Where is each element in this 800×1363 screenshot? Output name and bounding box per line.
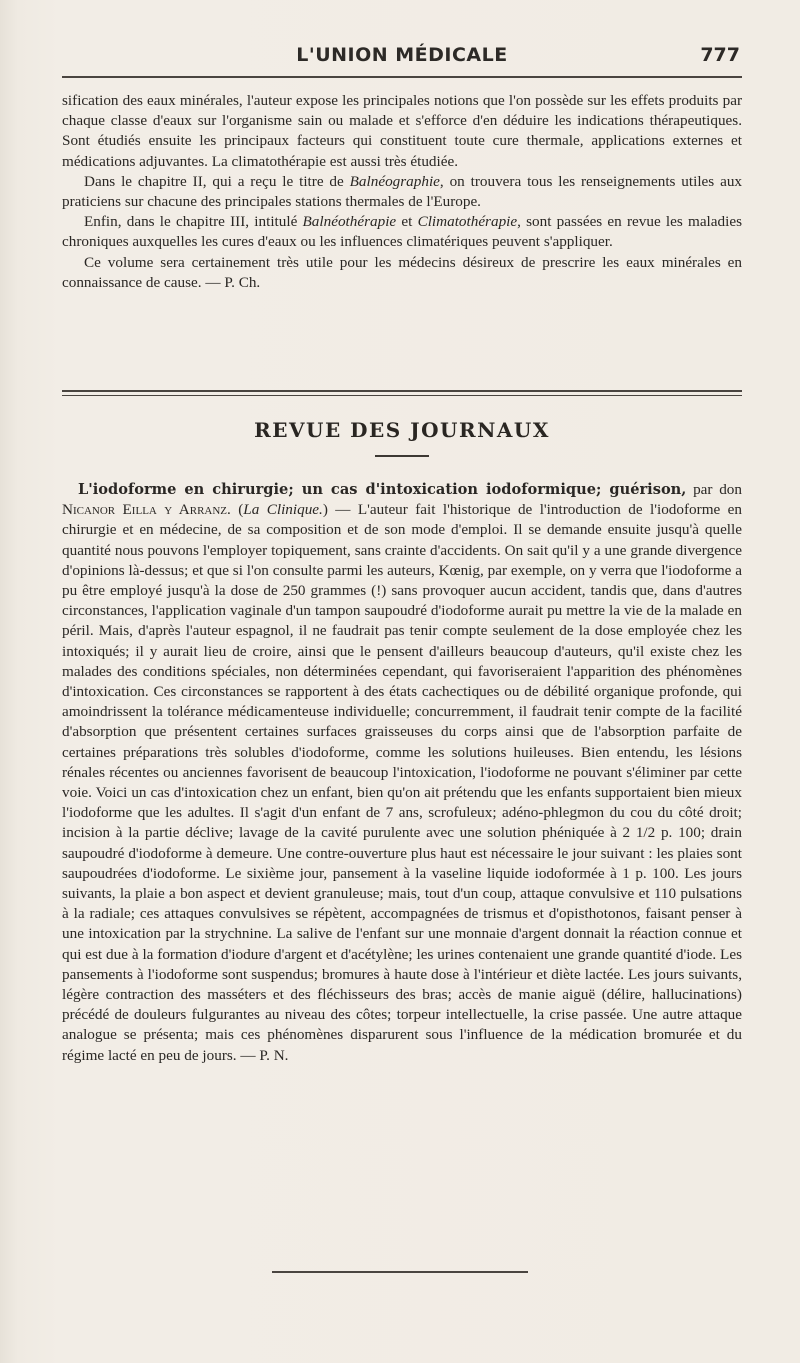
page-header	[62, 44, 742, 74]
intro-text-1: sification des eaux minérales, l'auteur expose les principales notions que l'on possède sur les effets produits par chaque classe d'eaux sur l'organisme sain ou malade et s'efforce d'en déduire les indications thérapeutiques. Sont étudiés ensuite les principaux facteurs qui constituent toute cure thermale, applications externes et médications adjuvantes. La climatothérapie est aussi très étudiée.	[62, 92, 742, 170]
book-review-continuation	[62, 91, 742, 293]
section-title-underline	[375, 455, 429, 457]
article-paragraph	[62, 480, 742, 1066]
intro-text-2a: Dans le chapitre II, qui a reçu le titre de	[84, 172, 350, 190]
chapter-title-balneotherapie: Balnéothérapie	[302, 213, 397, 231]
article-source-open: . (	[227, 501, 244, 519]
intro-text-4: Ce volume sera certainement très utile pour les médecins désireux de prescrire les eaux minérales en connaissance de cause. — P. Ch.	[62, 253, 742, 291]
divider-line-2	[62, 395, 742, 397]
article-title: L'iodoforme en chirurgie; un cas d'intoxication iodoformique; guérison,	[78, 481, 687, 498]
intro-paragraph-1	[62, 91, 742, 172]
article-body-text: — L'auteur fait l'historique de l'introduction de l'iodoforme en chirurgie et en médecine, de sa composition et de son mode d'emploi. Il se demande ensuite jusqu'à quelle quantité nous pouvons l'employer topiquement, sans crainte d'accidents. On sait qu'il y a une grande divergence d'opinions là-dessus; et que si l'on consulte parmi les auteurs, Kœnig, par exemple, on y verra que l'iodoforme a pu être employé jusqu'à la dose de 250 grammes (!) sans provoquer aucun accident, tandis que, dans d'autres circonstances, l'application vaginale d'un tampon saupoudré d'iodoforme aurait pu mettre la vie de la malade en péril. Mais, d'après l'auteur espagnol, il ne faudrait pas tenir compte seulement de la dose employée chez les intoxiqués; il y aurait lieu de croire, ainsi que le pensent d'ailleurs beaucoup d'auteurs, qu'il existe chez les malades des conditions spéciales, non déterminées cependant, qui favoriseraient l'apparition des phénomènes d'intoxication. Ces circonstances se rapportent à des états cachectiques ou de débilité organique profonde, qui amoindrissent la tolérance médicamenteuse individuelle; concurremment, il faudrait tenir compte de la facilité d'absorption que présentent certaines surfaces graisseuses du corps ainsi que de l'absorption parfaite de certaines préparations très solubles d'iodoforme, comme les solutions huileuses. Bien entendu, les lésions rénales récentes ou anciennes favorisent de beaucoup l'intoxication, l'iodoforme ne pouvant s'éliminer par cette voie. Voici un cas d'intoxication chez un enfant, bien qu'on ait prétendu que les enfants supportaient bien mieux l'iodoforme que les adultes. Il s'agit d'un enfant de 7 ans, scrofuleux; adéno-phlegmon du cou du côté droit; incision à la partie déclive; lavage de la cavité purulente avec une solution phéniquée à 2 1/2 p. 100; drain saupoudré d'iodoforme à demeure. Une contre-ouverture plus haut est nécessaire le jour suivant : les plaies sont saupoudrées d'iodoforme. Le sixième jour, pansement à la vaseline liquide iodoformée à 1 p. 100. Les jours suivants, la plaie a bon aspect et devient granuleuse; mais, tout d'un coup, attaque convulsive et 110 pulsations à la radiale; ces attaques convulsives se répètent, accompagnées de trismus et d'opisthotonos, faisant penser à une intoxication par la strychnine. La salive de l'enfant sur une monnaie d'argent donnait la réaction connue et qui est due à la formation d'iodure d'argent et d'acétylène; les urines contenaient une grande quantité d'iode. Les pansements à l'iodoforme sont suspendus; bromures à haute dose à l'intérieur et diète lactée. Les jours suivants, légère contraction des masséters et des fléchisseurs des bras; accès de manie aiguë (délire, hallucinations) précédé de douleurs fulgurantes au niveau des côtes; torpeur intellectuelle, la crise passée. Une autre attaque analogue se présenta; mais ces phénomènes disparurent sous l'influence de la médication bromurée et du régime lacté en peu de jours. — P. N.	[62, 501, 742, 1064]
intro-text-2b: , on trouvera tous les renseignements utiles aux praticiens sur chacune des principales stations thermales de l'Europe.	[62, 172, 743, 211]
chapter-title-balneographie: Balnéographie	[349, 172, 440, 190]
section-title: REVUE DES JOURNAUX	[254, 418, 550, 442]
intro-paragraph-4	[62, 253, 742, 293]
article-end-rule	[272, 1271, 528, 1273]
journal-article	[62, 480, 742, 1066]
page-number: 777	[700, 44, 740, 66]
intro-text-3c: , sont passées en revue les maladies chroniques auxquelles les cures d'eaux ou les influences climatériques peuvent s'appliquer.	[62, 213, 742, 251]
running-title: L'UNION MÉDICALE	[296, 44, 508, 66]
intro-text-3a: Enfin, dans le chapitre III, intitulé	[84, 213, 303, 231]
intro-paragraph-3	[62, 212, 742, 252]
section-divider	[62, 390, 742, 396]
header-rule	[62, 76, 742, 78]
intro-text-3b: et	[396, 213, 418, 231]
article-authors: Nicanor Eilla y Arranz	[62, 501, 228, 519]
article-source: La Clinique.	[243, 501, 323, 519]
divider-line-1	[62, 390, 742, 392]
chapter-title-climatotherapie: Climatothérapie	[417, 213, 518, 231]
article-by: par don	[686, 481, 742, 498]
article-source-close: )	[322, 501, 328, 519]
intro-paragraph-2	[62, 172, 742, 212]
